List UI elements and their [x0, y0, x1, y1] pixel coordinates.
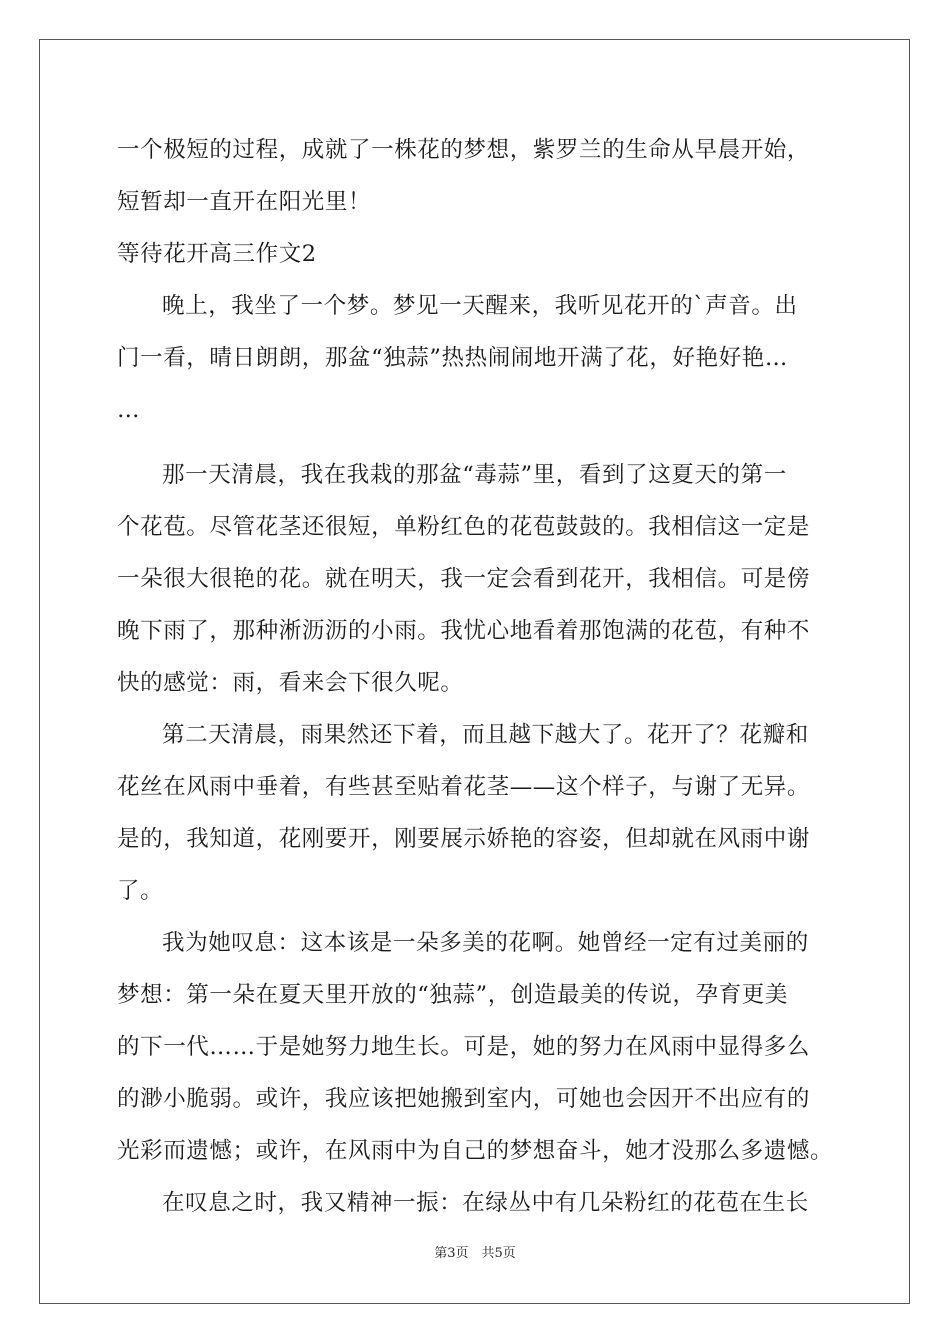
paragraph-start-line: 在叹息之时，我又精神一振：在绿丛中有几朵粉红的花苞在生长	[162, 1190, 809, 1216]
text-line: …	[117, 397, 141, 423]
text-line: 了。	[117, 878, 164, 904]
page-number-footer: 第3页 共5页	[434, 1246, 516, 1261]
paragraph-start-line: 那一天清晨，我在我栽的那盆“毒蒜”里，看到了这夏天的第一	[162, 462, 787, 488]
document-body	[117, 124, 837, 1229]
text-line: 光彩而遗憾；或许，在风雨中为自己的梦想奋斗，她才没那么多遗憾。	[117, 1138, 834, 1164]
text-line: 是的，我知道，花刚要开，刚要展示娇艳的容姿，但却就在风雨中谢	[117, 826, 811, 852]
text-line: 门一看，晴日朗朗，那盆“独蒜”热热闹闹地开满了花，好艳好艳…	[117, 345, 789, 371]
paragraph-start-line: 我为她叹息：这本该是一朵多美的花啊。她曾经一定有过美丽的	[162, 930, 809, 956]
section-title: 等待花开高三作文2	[117, 241, 317, 267]
text-line: 梦想：第一朵在夏天里开放的“独蒜”，创造最美的传说，孕育更美	[117, 982, 789, 1008]
paragraph-start-line: 晚上，我坐了一个梦。梦见一天醒来，我听见花开的`声音。出	[162, 293, 798, 319]
text-line: 短暂却一直开在阳光里！	[117, 189, 372, 215]
text-line: 一个极短的过程，成就了一株花的梦想，紫罗兰的生命从早晨开始，	[117, 137, 811, 163]
text-line: 晚下雨了，那种淅沥沥的小雨。我忧心地看着那饱满的花苞，有种不	[117, 618, 811, 644]
text-line: 的渺小脆弱。或许，我应该把她搬到室内，可她也会因开不出应有的	[117, 1086, 811, 1112]
text-line: 快的感觉：雨，看来会下很久呢。	[117, 670, 464, 696]
text-line: 花丝在风雨中垂着，有些甚至贴着花茎——这个样子，与谢了无异。	[117, 774, 811, 800]
text-line: 的下一代……于是她努力地生长。可是，她的努力在风雨中显得多么	[117, 1034, 811, 1060]
paragraph-start-line: 第二天清晨，雨果然还下着，而且越下越大了。花开了？花瓣和	[162, 722, 809, 748]
text-line: 个花苞。尽管花茎还很短，单粉红色的花苞鼓鼓的。我相信这一定是	[117, 514, 811, 540]
paragraph-gap	[117, 436, 837, 449]
text-line: 一朵很大很艳的花。就在明天，我一定会看到花开，我相信。可是傍	[117, 566, 811, 592]
